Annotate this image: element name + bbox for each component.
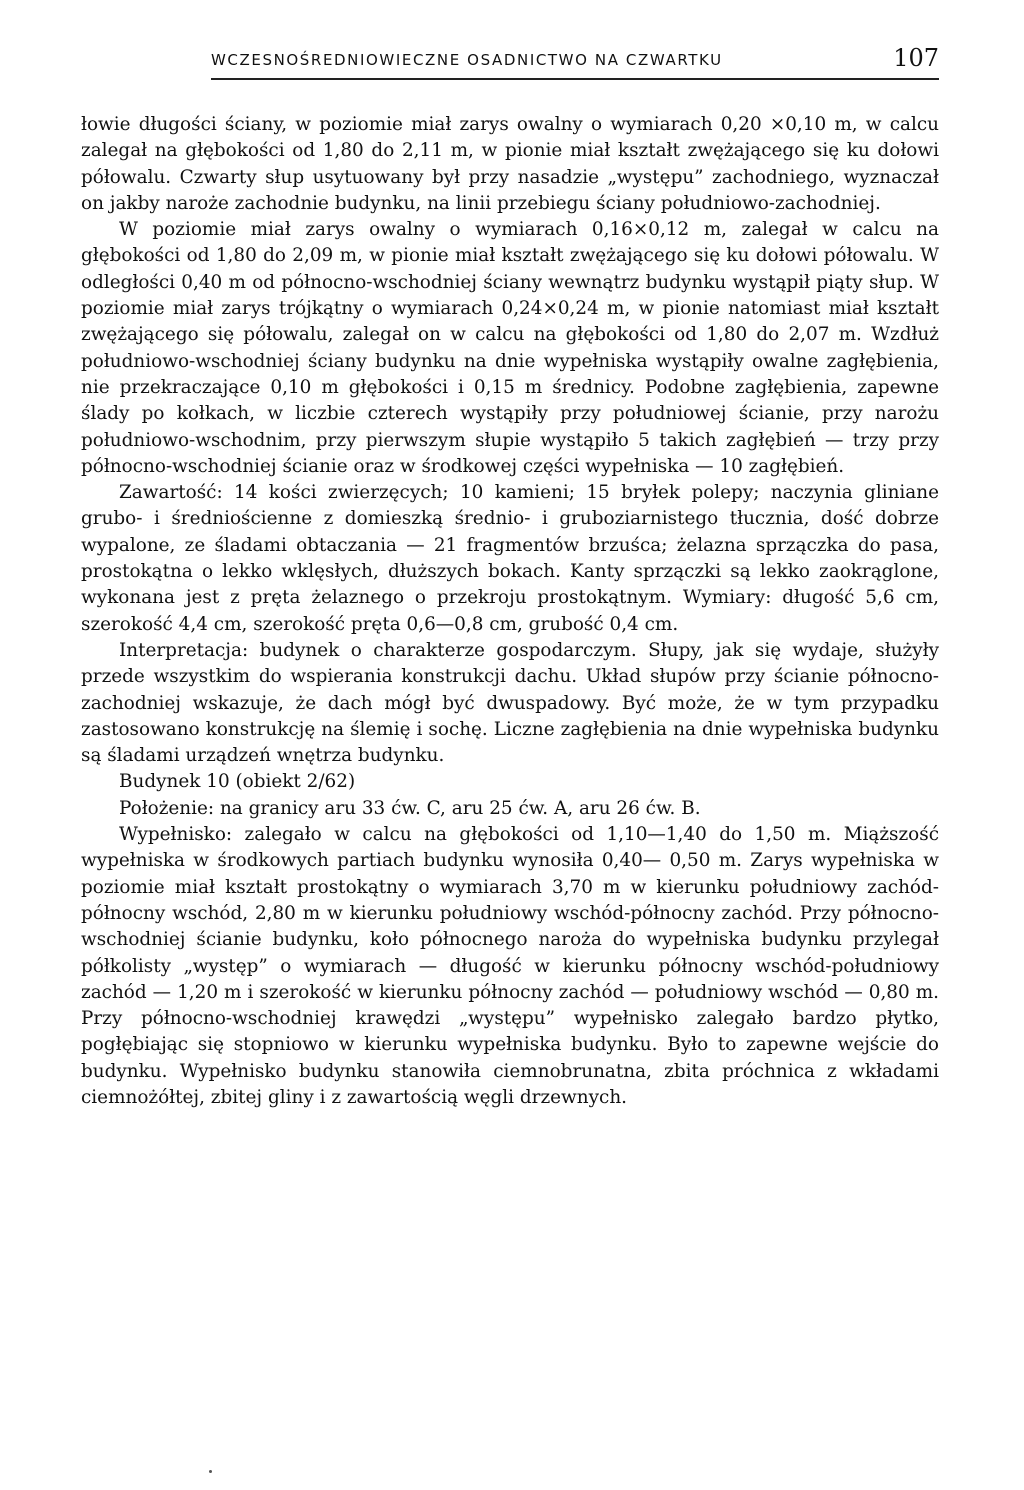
paragraph: W poziomie miał zarys owalny o wymiarach 0,16×0,12 m, zalegał w calcu na głębokości od 1,80 do 2,09 m, w pionie miał kształt zwężającego się ku dołowi półowalu. W odległości 0,40 m od północno-wschodniej ściany wewnątrz budynku wystąpił piąty słup. W poziomie miał zarys trójkątny o wymiarach 0,24×0,24 m, w pionie natomiast miał kształt zwężającego się półowalu, zalegał on w calcu na głębokości od 1,80 do 2,07 m. Wzdłuż południowo-wschodniej ściany budynku na dnie wypełniska wystąpiły owalne zagłębienia, nie przekraczające 0,10 m głębokości i 0,15 m średnicy. Podobne zagłębienia, zapewne ślady po kołkach, w liczbie czterech wystąpiły przy południowej ścianie, przy narożu południowo-wschodnim, przy pierwszym słupie wystąpiło 5 takich zagłębień — trzy przy północno-wschodniej ścianie oraz w środkowej części wypełniska — 10 zagłębień.	[81, 219, 939, 477]
paragraph: Wypełnisko: zalegało w calcu na głębokości od 1,10—1,40 do 1,50 m. Miąższość wypełniska w środkowych partiach budynku wynosiła 0,40— 0,50 m. Zarys wypełniska w poziomie miał kształt prostokątny o wymiarach 3,70 m w kierunku południowy zachód-północny wschód, 2,80 m w kierunku południowy wschód-północny zachód. Przy północno-wschodniej ścianie budynku, koło północnego naroża do wypełniska budynku przylegał półkolisty „występ” o wymiarach — długość w kierunku północny wschód-południowy zachód — 1,20 m i szerokość w kierunku północny zachód — południowy wschód — 0,80 m. Przy północno-wschodniej krawędzi „występu” wypełnisko zalegało bardzo płytko, pogłębiając się stopniowo w kierunku wypełniska budynku. Było to zapewne wejście do budynku. Wypełnisko budynku stanowiła ciemnobrunatna, zbita próchnica z wkładami ciemnożółtej, zbitej gliny i z zawartością węgli drzewnych.	[81, 824, 939, 1108]
running-title: WCZESNOŚREDNIOWIECZNE OSADNICTWO NA CZWARTKU	[211, 51, 723, 69]
page-header	[81, 44, 939, 84]
paragraph: Interpretacja: budynek o charakterze gospodarczym. Słupy, jak się wydaje, służyły przede wszystkim do wspierania konstrukcji dachu. Układ słupów przy ścianie północno-zachodniej wskazuje, że dach mógł być dwuspadowy. Być może, że w tym przypadku zastosowano konstrukcję na ślemię i sochę. Liczne zagłębienia na dnie wypełniska budynku są śladami urządzeń wnętrza budynku.	[81, 639, 939, 767]
paragraph: łowie długości ściany, w poziomie miał zarys owalny o wymiarach 0,20 ×0,10 m, w calcu zalegał na głębokości od 1,80 do 2,11 m, w pionie miał kształt zwężającego się ku dołowi półowalu. Czwarty słup usytuowany był przy nasadzie „występu” zachodniego, wyznaczał on jakby naroże zachodnie budynku, na linii przebiegu ściany południowo-zachodniej.	[81, 114, 939, 214]
page-number: 107	[893, 44, 939, 72]
body-text	[81, 112, 939, 1111]
header-rule	[211, 78, 939, 80]
paragraph: Zawartość: 14 kości zwierzęcych; 10 kamieni; 15 bryłek polepy; naczynia gliniane grubo- i średniościenne z domieszką średnio- i gruboziarnistego tłucznia, dość dobrze wypalone, ze śladami obtaczania — 21 fragmentów brzuśca; żelazna sprzączka do pasa, prostokątna o lekko wklęsłych, dłuższych bokach. Kanty sprzączki są lekko zaokrąglone, wykonana jest z pręta żelaznego o przekroju prostokątnym. Wymiary: długość 5,6 cm, szerokość 4,4 cm, szerokość pręta 0,6—0,8 cm, grubość 0,4 cm.	[81, 482, 939, 635]
document-page	[81, 0, 939, 1490]
section-heading: Budynek 10 (obiekt 2/62)	[119, 771, 356, 793]
paragraph: Położenie: na granicy aru 33 ćw. C, aru 25 ćw. A, aru 26 ćw. B.	[119, 797, 701, 819]
print-speck	[209, 1470, 212, 1473]
